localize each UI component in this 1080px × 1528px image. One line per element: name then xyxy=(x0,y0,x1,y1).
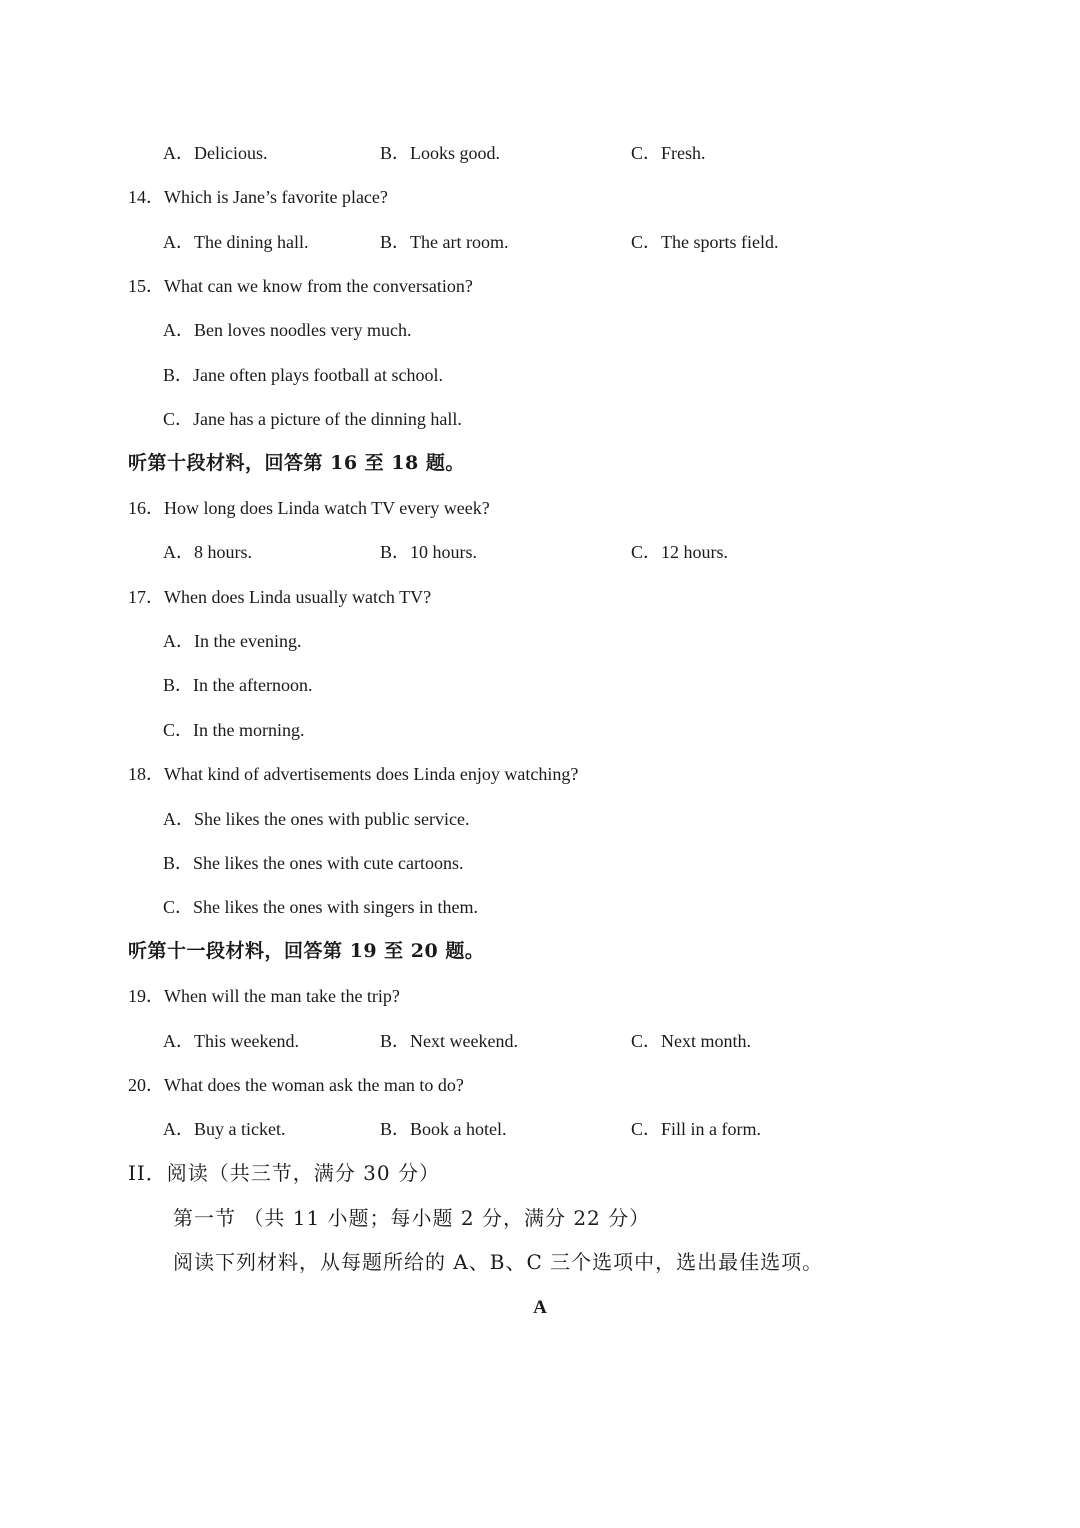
q19-option-c: C．Next month. xyxy=(631,1031,751,1051)
q19-stem: 19．When will the man take the trip? xyxy=(128,986,400,1006)
q14-option-c: C．The sports field. xyxy=(631,232,779,252)
passage-label: A xyxy=(533,1297,547,1318)
part-2-instructions: 阅读下列材料，从每题所给的 A、B、C 三个选项中，选出最佳选项。 xyxy=(173,1250,824,1274)
q20-option-a: A．Buy a ticket. xyxy=(163,1119,286,1139)
q20-option-c: C．Fill in a form. xyxy=(631,1119,761,1139)
q16-option-a: A．8 hours. xyxy=(163,542,252,562)
q17-option-b: B．In the afternoon. xyxy=(163,675,313,695)
q16-option-b: B．10 hours. xyxy=(380,542,478,562)
q18-option-a: A．She likes the ones with public service. xyxy=(163,809,470,829)
q14-option-b: B．The art room. xyxy=(380,232,509,252)
q19-option-b: B．Next weekend. xyxy=(380,1031,518,1051)
q16-option-c: C．12 hours. xyxy=(631,542,729,562)
section-11-heading: 听第十一段材料，回答第 19 至 20 题。 xyxy=(128,940,485,962)
q13-option-b: B．Looks good. xyxy=(380,143,501,163)
part-2-title: II．阅读（共三节，满分 30 分） xyxy=(128,1161,440,1185)
section-10-heading: 听第十段材料，回答第 16 至 18 题。 xyxy=(128,452,465,474)
q13-option-a: A．Delicious. xyxy=(163,143,268,163)
q15-option-c: C．Jane has a picture of the dinning hall. xyxy=(163,409,462,429)
q17-option-c: C．In the morning. xyxy=(163,720,305,740)
q15-option-b: B．Jane often plays football at school. xyxy=(163,365,443,385)
q15-stem: 15．What can we know from the conversation? xyxy=(128,276,473,296)
q14-option-a: A．The dining hall. xyxy=(163,232,309,252)
q16-stem: 16．How long does Linda watch TV every week? xyxy=(128,498,490,518)
q20-stem: 20．What does the woman ask the man to do? xyxy=(128,1075,464,1095)
q18-option-b: B．She likes the ones with cute cartoons. xyxy=(163,853,464,873)
q13-option-c: C．Fresh. xyxy=(631,143,706,163)
q20-option-b: B．Book a hotel. xyxy=(380,1119,507,1139)
part-2-subtitle: 第一节 （共 11 小题；每小题 2 分，满分 22 分） xyxy=(173,1206,651,1230)
q17-stem: 17．When does Linda usually watch TV? xyxy=(128,587,432,607)
q15-option-a: A．Ben loves noodles very much. xyxy=(163,320,412,340)
q18-option-c: C．She likes the ones with singers in them. xyxy=(163,897,478,917)
q14-stem: 14．Which is Jane’s favorite place? xyxy=(128,187,388,207)
q19-option-a: A．This weekend. xyxy=(163,1031,299,1051)
q18-stem: 18．What kind of advertisements does Linda enjoy watching? xyxy=(128,764,579,784)
q17-option-a: A．In the evening. xyxy=(163,631,302,651)
